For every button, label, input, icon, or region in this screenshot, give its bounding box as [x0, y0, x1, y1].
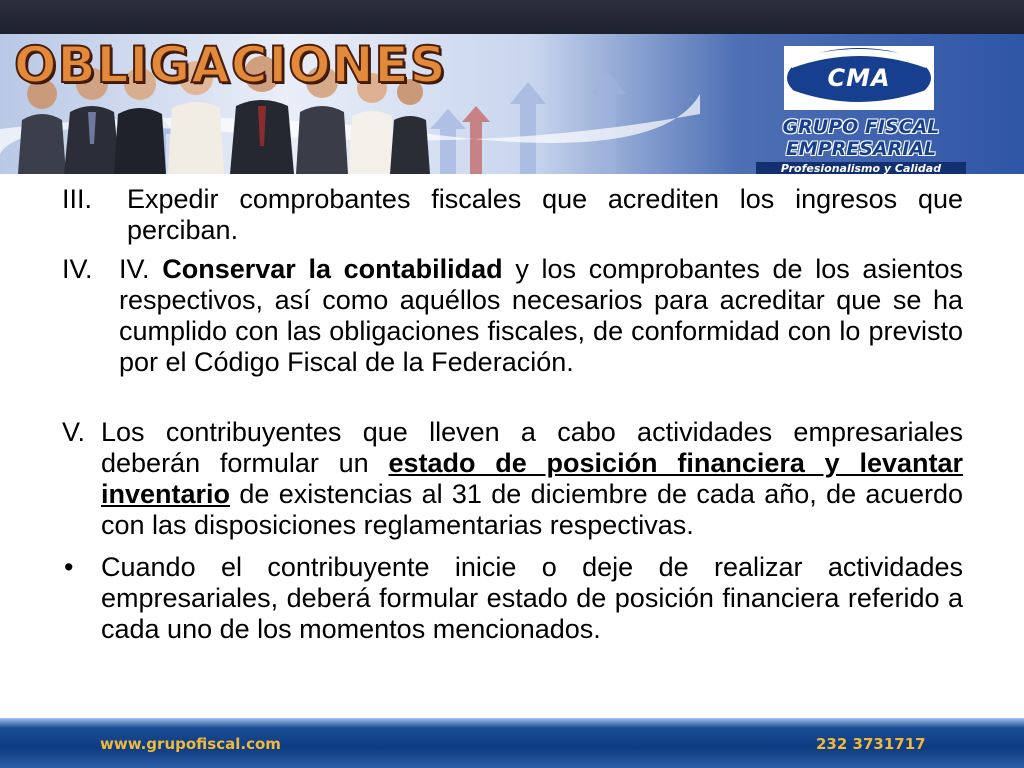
slide-content: [0, 180, 1024, 700]
footer-phone: 232 3731717: [816, 735, 926, 753]
list-item: [119, 254, 963, 378]
item-prefix: IV.: [119, 254, 163, 284]
item-marker: V.: [62, 417, 86, 447]
bullet-marker: •: [64, 552, 74, 582]
footer-bar: [0, 718, 1024, 768]
footer-website: www.grupofiscal.com: [100, 735, 281, 753]
logo-name-line1: GRUPO FISCAL: [782, 116, 940, 138]
list-item: [101, 552, 963, 645]
item-bold-text: Conservar la contabilidad: [162, 254, 503, 284]
item-text: y los comprobantes de los asientos respectivos, así como aquéllos necesarios para acreditar que se ha cumplido con las obligaciones fiscales, de conformidad con lo previsto por el Código Fiscal de la Federación.: [119, 254, 963, 377]
item-text-after: de existencias al 31 de diciembre de cada año, de acuerdo con las disposiciones reglamentarias respectivas.: [101, 479, 963, 540]
list-item: [127, 184, 963, 246]
item-marker: III.: [62, 184, 93, 214]
item-marker: IV.: [62, 254, 93, 284]
top-bar: [0, 0, 1024, 34]
header-banner: [0, 34, 1024, 174]
item-text-before: Los contribuyentes que lleven a cabo actividades empresariales deberán formular un: [101, 417, 963, 478]
page-title: OBLIGACIONES: [14, 36, 447, 94]
logo-name-line2: EMPRESARIAL: [785, 138, 937, 160]
list-item: [101, 417, 963, 541]
item-text: Expedir comprobantes fiscales que acrediten los ingresos que perciban.: [127, 184, 963, 245]
logo-acronym: CMA: [827, 64, 891, 92]
company-logo: [736, 46, 986, 172]
item-text: Cuando el contribuyente inicie o deje de realizar actividades empresariales, deberá formular estado de posición financiera referido a cada uno de los momentos mencionados.: [101, 552, 963, 644]
logo-slogan: Profesionalismo y Calidad: [756, 162, 966, 174]
item-underlined-text: estado de posición financiera y levantar inventario: [101, 448, 963, 509]
